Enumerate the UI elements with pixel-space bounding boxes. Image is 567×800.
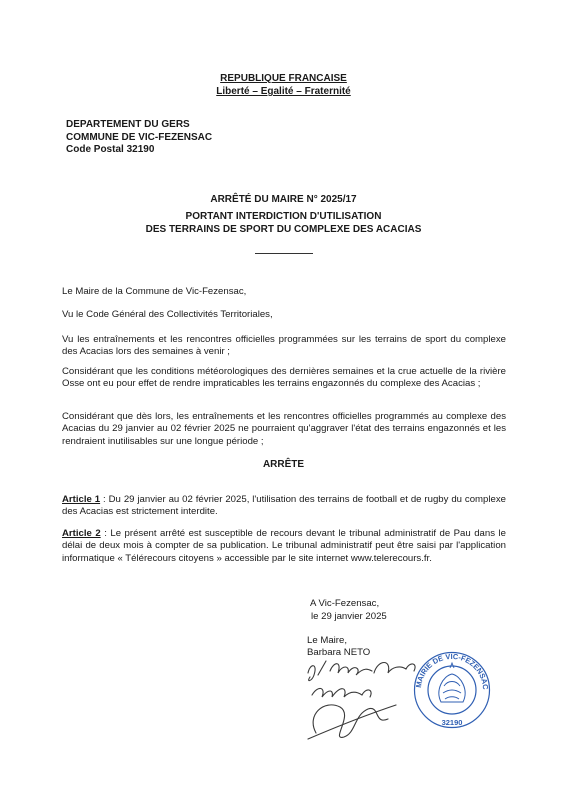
preamble-code: Vu le Code Général des Collectivités Territoriales,: [62, 309, 273, 320]
article-1-label: Article 1: [62, 494, 101, 505]
signature-title: Le Maire,: [307, 635, 347, 646]
signature-date: le 29 janvier 2025: [311, 611, 387, 622]
preamble-consequence: Considérant que dès lors, les entraînements et les rencontres officielles programmés au complexe des Acacias du 29 janvier au 02 février 2025 ne pourraient qu'aggraver l'état des terrains engazonnés et les rendraient inutilisables sur une longue période ;: [62, 411, 506, 447]
decree-subject-line-2: DES TERRAINS DE SPORT DU COMPLEXE DES ACACIAS: [145, 223, 422, 235]
department-line: DEPARTEMENT DU GERS: [66, 119, 190, 130]
decree-number: ARRÊTÉ DU MAIRE N° 2025/17: [210, 194, 357, 205]
commune-line: COMMUNE DE VIC-FEZENSAC: [66, 131, 213, 143]
signature-name: Barbara NETO: [307, 647, 371, 658]
preamble-trainings: Vu les entraînements et les rencontres officielles programmées sur les terrains de sport du complexe des Acacias lors des semaines à venir ;: [62, 334, 506, 358]
article-1-text: : Du 29 janvier au 02 février 2025, l'utilisation des terrains de football et de rugby du complexe des Acacias est strictement interdite.: [62, 494, 506, 518]
title-divider: [255, 253, 313, 254]
decision-heading: ARRÊTE: [262, 459, 305, 470]
signature-place: A Vic-Fezensac,: [310, 598, 380, 609]
preamble-mayor: Le Maire de la Commune de Vic-Fezensac,: [62, 286, 247, 297]
issuer-block: [66, 119, 212, 157]
article-2-text: : Le présent arrêté est susceptible de recours devant le tribunal administratif de Pau dans le délai de deux mois à compter de sa publication. Le tribunal administratif peut être saisi par l'application informatique « Télérecours citoyens » accessible par le site internet www.telerecours.fr.: [62, 528, 506, 564]
decree-subject-line-1: PORTANT INTERDICTION D'UTILISATION: [185, 211, 382, 222]
preamble-weather: Considérant que les conditions météorologiques des dernières semaines et la crue actuelle de la rivière Osse ont eu pour effet de rendre impraticables les terrains engazonnés du complexe des Acacias ;: [62, 366, 506, 390]
stamp-postal: 32190: [441, 718, 463, 727]
article-2: [62, 528, 506, 565]
decree-subject: [0, 211, 567, 236]
municipal-stamp: [413, 646, 491, 732]
republic-motto: Liberté – Egalité – Fraternité: [216, 86, 351, 97]
article-2-label: Article 2: [62, 528, 101, 539]
article-1: [62, 494, 506, 519]
republic-heading: REPUBLIQUE FRANCAISE: [220, 73, 347, 84]
stamp-circular-text: MAIRIE DE VIC-FEZENSAC: [413, 651, 491, 690]
postal-line: Code Postal 32190: [66, 144, 155, 155]
